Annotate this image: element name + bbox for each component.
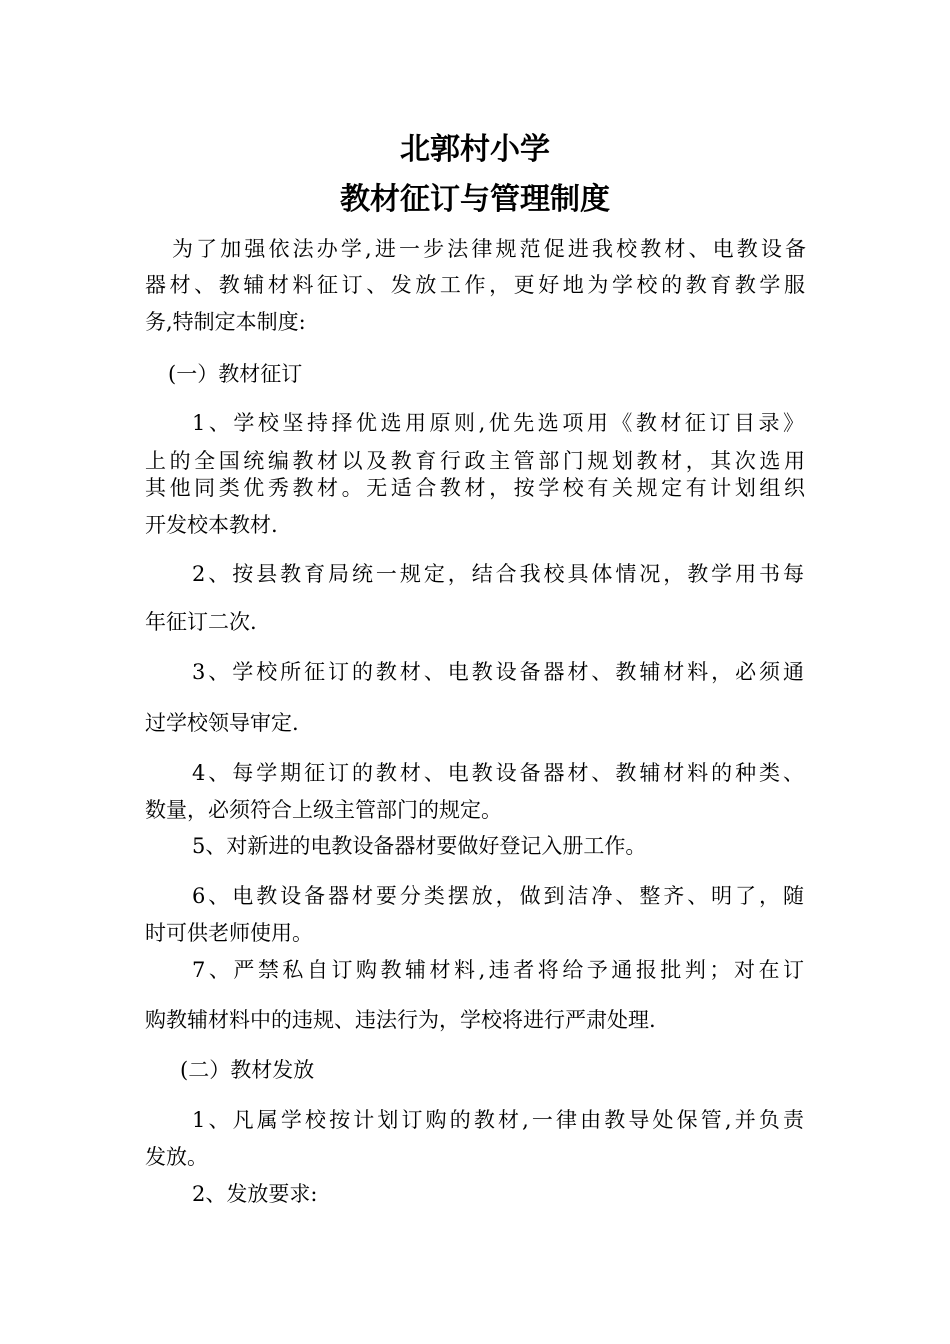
document-title-regulation: 教材征订与管理制度: [340, 182, 610, 217]
text-line: 购教辅材料中的违规、违法行为，学校将进行严肃处理.: [145, 1008, 656, 1032]
text-line: 数量，必须符合上级主管部门的规定。: [145, 798, 502, 822]
text-line: 为了加强依法办学,进一步法律规范促进我校教材、电教设备: [172, 237, 806, 261]
text-line: 上的全国统编教材以及教育行政主管部门规划教材，其次选用: [145, 449, 805, 473]
text-line: 开发校本教材.: [145, 513, 278, 537]
text-line: 5、对新进的电教设备器材要做好登记入册工作。: [192, 834, 647, 858]
text-line: 1、凡属学校按计划订购的教材,一律由教导处保管,并负责: [192, 1108, 804, 1132]
text-line: 4、每学期征订的教材、电教设备器材、教辅材料的种类、: [192, 761, 804, 785]
text-line: 其他同类优秀教材。无适合教材，按学校有关规定有计划组织: [145, 476, 805, 500]
document-title-school: 北郭村小学: [400, 132, 550, 167]
text-line: 时可供老师使用。: [145, 921, 313, 945]
text-line: 发放。: [145, 1145, 208, 1169]
text-line: 6、电教设备器材要分类摆放，做到洁净、整齐、明了，随: [192, 884, 804, 908]
text-line: 1、学校坚持择优选用原则,优先选项用《教材征订目录》: [192, 411, 804, 435]
text-line: 2、发放要求:: [192, 1182, 318, 1206]
text-line: 7、严禁私自订购教辅材料,违者将给予通报批判；对在订: [192, 958, 804, 982]
section-heading-textbook-ordering: (一）教材征订: [168, 362, 303, 386]
text-line: 器材、教辅材料征订、发放工作，更好地为学校的教育教学服: [145, 273, 805, 297]
text-line: 过学校领导审定.: [145, 711, 299, 735]
section-heading-textbook-distribution: (二）教材发放: [180, 1058, 315, 1082]
text-line: 3、学校所征订的教材、电教设备器材、教辅材料，必须通: [192, 660, 804, 684]
text-line: 务,特制定本制度:: [145, 310, 306, 334]
text-line: 2、按县教育局统一规定，结合我校具体情况，教学用书每: [192, 562, 804, 586]
text-line: 年征订二次.: [145, 610, 257, 634]
